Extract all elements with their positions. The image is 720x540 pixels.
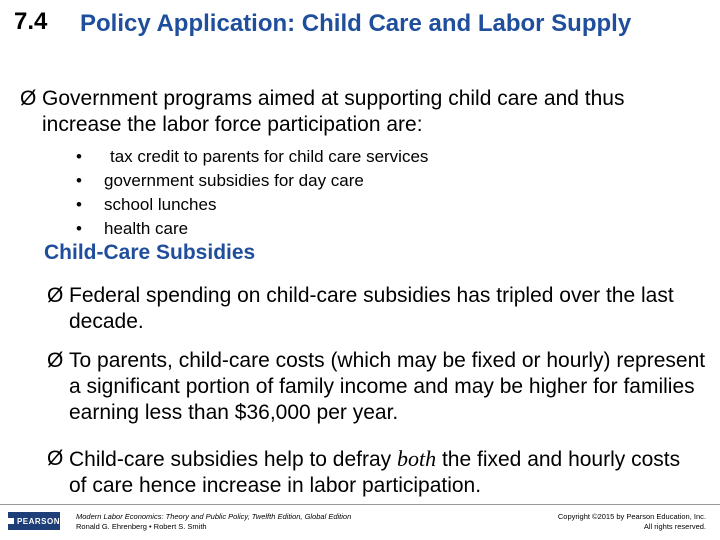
- slide-title: Policy Application: Child Care and Labor Supply: [80, 10, 632, 37]
- arrow-bullet-icon: Ø: [47, 349, 64, 372]
- list-item: [76, 193, 428, 217]
- list-item: [76, 217, 428, 241]
- point-text: To parents, child-care costs (which may be fixed or hourly) represent a significant portion of family income and may be higher for families earning less than $36,000 per year.: [69, 349, 706, 424]
- footer-divider: [0, 504, 720, 505]
- point-text: Federal spending on child-care subsidies has tripled over the last decade.: [69, 284, 674, 333]
- point-bullet: [47, 348, 707, 426]
- rights-text: All rights reserved.: [643, 522, 706, 531]
- list-item: [76, 145, 428, 169]
- slide-title-number: 7.4: [14, 8, 48, 35]
- section-heading: Child-Care Subsidies: [44, 241, 256, 264]
- bullet-dot-icon: •: [76, 195, 82, 214]
- intro-text: Government programs aimed at supporting child care and thus increase the labor force participation are:: [42, 87, 625, 136]
- arrow-bullet-icon: Ø: [47, 284, 64, 307]
- book-authors: Ronald G. Ehrenberg • Robert S. Smith: [76, 522, 207, 531]
- point-text: [69, 446, 697, 499]
- program-item: government subsidies for day care: [104, 171, 364, 190]
- arrow-bullet-icon: Ø: [20, 87, 37, 110]
- bullet-dot-icon: •: [76, 219, 82, 238]
- point-bullet: [47, 446, 697, 499]
- bullet-dot-icon: •: [76, 147, 82, 166]
- arrow-bullet-icon: Ø: [47, 447, 64, 470]
- footer-citation: [76, 512, 351, 532]
- bullet-dot-icon: •: [76, 171, 82, 190]
- pearson-logo: [8, 512, 60, 530]
- logo-square-icon: [8, 518, 14, 524]
- program-item: tax credit to parents for child care services: [110, 147, 429, 166]
- emphasis-text: both: [397, 446, 437, 471]
- footer-copyright: [558, 512, 706, 532]
- intro-bullet: [20, 86, 700, 138]
- list-item: [76, 169, 428, 193]
- point-text-start: Child-care subsidies help to defray: [69, 448, 398, 471]
- program-item: school lunches: [104, 195, 217, 214]
- program-item: health care: [104, 219, 189, 238]
- copyright-text: Copyright ©2015 by Pearson Education, Inc.: [557, 512, 706, 521]
- book-title: Modern Labor Economics: Theory and Public Policy, Twelfth Edition, Global Edition: [76, 512, 352, 521]
- logo-text: PEARSON: [16, 516, 60, 526]
- program-list: [76, 145, 428, 241]
- point-bullet: [47, 283, 697, 335]
- point-text-end: the fixed and hourly costs of care hence increase in labor participation.: [69, 448, 681, 497]
